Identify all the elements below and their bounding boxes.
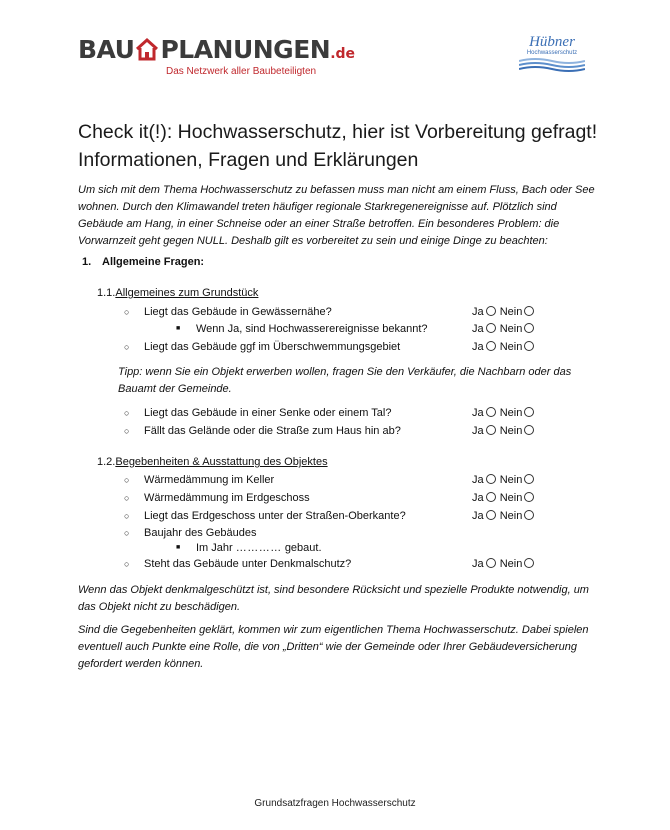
question-text: Wenn Ja, sind Hochwasserereignisse bekannt?: [196, 323, 428, 335]
subsection-heading-1-2: [97, 456, 328, 468]
radio-yes[interactable]: [486, 558, 496, 568]
question-row: [118, 527, 548, 543]
question-row: [118, 474, 548, 490]
question-text: Liegt das Gebäude in einer Senke oder einem Tal?: [144, 407, 392, 419]
answer-options: Ja Nein: [472, 306, 535, 318]
answer-options: Ja Nein: [472, 558, 535, 570]
intro-paragraph: Um sich mit dem Thema Hochwasserschutz zu befassen muss man nicht am einem Fluss, Bach oder See wohnen. Durch den Klimawandel treten häufiger regionale Starkregenereignisse auf. Plötzlich sind Gebäude am Hang, in einer Schneise oder an einer Straße betroffen. Ein besonderes Problem: die Vorwarnzeit geht gegen NULL. Deshalb gilt es vorbereitet zu sein und einige Dinge zu beachten:: [78, 184, 595, 247]
radio-no[interactable]: [524, 323, 534, 333]
answer-options: Ja Nein: [472, 425, 535, 437]
question-row: [118, 407, 548, 423]
radio-no[interactable]: [524, 510, 534, 520]
logo-tagline: Das Netzwerk aller Baubeteiligten: [166, 66, 317, 77]
subsection-heading-1-1: [97, 287, 258, 299]
tip-paragraph: Tipp: wenn Sie ein Objekt erwerben wollen, fragen Sie den Verkäufer, die Nachbarn oder das Bauamt der Gemeinde.: [118, 366, 572, 395]
radio-no[interactable]: [524, 341, 534, 351]
question-row: [118, 492, 548, 508]
bauplanungen-logo[interactable]: [78, 35, 356, 77]
question-row: [118, 341, 548, 357]
question-row: [118, 542, 548, 558]
question-text: Liegt das Gebäude ggf im Überschwemmungsgebiet: [144, 341, 401, 353]
question-text: Steht das Gebäude unter Denkmalschutz?: [144, 558, 352, 570]
answer-options: Ja Nein: [472, 474, 535, 486]
radio-yes[interactable]: [486, 323, 496, 333]
answer-options: Ja Nein: [472, 492, 535, 504]
subsection-title: Allgemeines zum Grundstück: [115, 287, 259, 299]
radio-yes[interactable]: [486, 425, 496, 435]
question-text: Im Jahr ………… gebaut.: [196, 542, 322, 554]
answer-options: Ja Nein: [472, 323, 535, 335]
circle-bullet-icon: ○: [124, 528, 130, 538]
circle-bullet-icon: ○: [124, 426, 130, 436]
house-icon: [135, 37, 159, 61]
radio-yes[interactable]: [486, 510, 496, 520]
question-text: Wärmedämmung im Erdgeschoss: [144, 492, 310, 504]
huebner-subtitle: Hochwasserschutz: [526, 50, 578, 56]
section-title: Allgemeine Fragen:: [102, 256, 205, 268]
section-number: 1.: [82, 256, 92, 268]
section-heading: [82, 256, 204, 268]
radio-no[interactable]: [524, 492, 534, 502]
year-blank-field[interactable]: …………: [235, 542, 282, 554]
answer-options: Ja Nein: [472, 407, 535, 419]
question-text: Liegt das Erdgeschoss unter der Straßen-Oberkante?: [144, 510, 406, 522]
page-footer: Grundsatzfragen Hochwasserschutz: [254, 798, 416, 809]
circle-bullet-icon: ○: [124, 342, 130, 352]
subsection-number: 1.2.: [97, 456, 116, 468]
radio-yes[interactable]: [486, 407, 496, 417]
question-text: Fällt das Gelände oder die Straße zum Haus hin ab?: [144, 425, 401, 437]
radio-no[interactable]: [524, 425, 534, 435]
circle-bullet-icon: ○: [124, 493, 130, 503]
radio-yes[interactable]: [486, 474, 496, 484]
subsection-number: 1.1.: [97, 287, 116, 299]
question-row: [118, 323, 548, 339]
circle-bullet-icon: ○: [124, 511, 130, 521]
wave-icon: [519, 57, 585, 73]
question-text: Baujahr des Gebäudes: [144, 527, 257, 539]
circle-bullet-icon: ○: [124, 559, 130, 569]
question-text: Wärmedämmung im Keller: [144, 474, 275, 486]
radio-no[interactable]: [524, 407, 534, 417]
huebner-name: Hübner: [529, 34, 575, 50]
radio-yes[interactable]: [486, 492, 496, 502]
conclusion-paragraph: Sind die Gegebenheiten geklärt, kommen wir zum eigentlichen Thema Hochwasserschutz. Dabei spielen eventuell auch Punkte eine Rolle, die von „Dritten“ wie der Gemeinde oder Ihrer Gebäudeversicherung gefordert werden können.: [78, 624, 589, 670]
question-row: [118, 306, 548, 322]
question-row: [118, 558, 548, 574]
question-row: [118, 425, 548, 441]
circle-bullet-icon: ○: [124, 408, 130, 418]
answer-options: Ja Nein: [472, 341, 535, 353]
huebner-logo[interactable]: [519, 34, 585, 78]
question-row: [118, 510, 548, 526]
subsection-title: Begebenheiten & Ausstattung des Objektes: [115, 456, 328, 468]
circle-bullet-icon: ○: [124, 307, 130, 317]
radio-yes[interactable]: [486, 341, 496, 351]
square-bullet-icon: ■: [176, 325, 181, 332]
monument-paragraph: Wenn das Objekt denkmalgeschützt ist, sind besondere Rücksicht und spezielle Produkte notwendig, um das Objekt nicht zu beschädigen.: [78, 584, 589, 613]
radio-no[interactable]: [524, 558, 534, 568]
square-bullet-icon: ■: [176, 544, 181, 551]
question-text: Liegt das Gebäude in Gewässernähe?: [144, 306, 332, 318]
radio-no[interactable]: [524, 474, 534, 484]
radio-no[interactable]: [524, 306, 534, 316]
circle-bullet-icon: ○: [124, 475, 130, 485]
radio-yes[interactable]: [486, 306, 496, 316]
answer-options: Ja Nein: [472, 510, 535, 522]
logo-wordmark: BAU PLANUNGEN.de: [78, 35, 356, 64]
page-title: Check it(!): Hochwasserschutz, hier ist Vorbereitung gefragt! Informationen, Fragen und Erklärungen: [78, 121, 598, 171]
